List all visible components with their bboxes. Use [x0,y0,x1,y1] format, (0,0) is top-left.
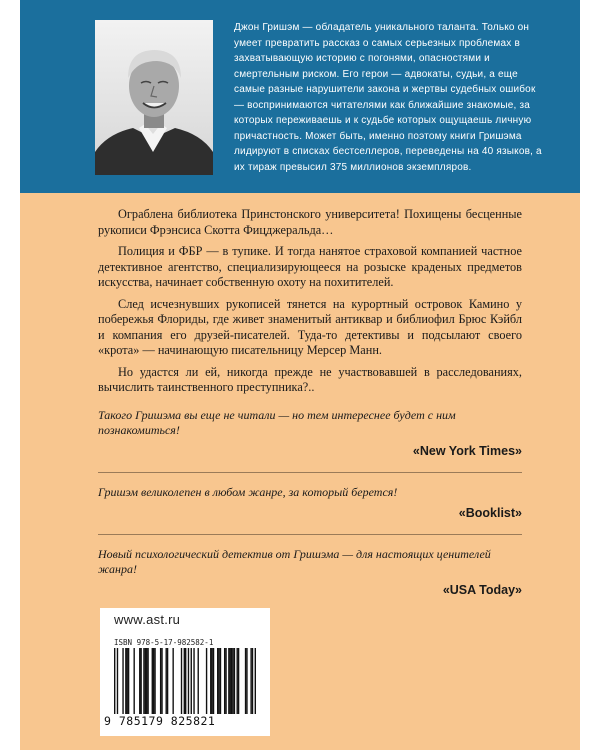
back-cover [20,0,580,750]
press-quote [98,408,522,459]
author-band [20,0,580,193]
barcode-bar [198,648,199,714]
barcode-bar [225,648,226,714]
barcode-bar [181,648,182,714]
barcode-bar [213,648,214,714]
summary-paragraph: След исчезнувших рукописей тянется на курортный островок Камино у побережья Флориды, где живет знаменитый антиквар и библиофил Брюс Кэйбл и компания его друзей-писателей. Туда-то детективы и подсылают своего «крота» — начинающую писательницу Мерсер Манн. [98,296,522,357]
barcode-bar [250,648,251,714]
quote-text: Новый психологический детектив от Гришэма — для настоящих ценителей жанра! [98,547,491,576]
barcode-bar [117,648,118,714]
barcode-bar [232,648,233,714]
barcode-bar [172,648,173,714]
publisher-site: www.ast.ru [114,612,181,627]
barcode-bar [184,648,185,714]
barcode-bar [133,648,134,714]
barcode-bar [166,648,167,714]
barcode-bar [114,648,115,714]
barcode-bar [228,648,229,714]
barcode-bar [161,648,162,714]
author-bio: Джон Гришэм — обладатель уникального таланта. Только он умеет превратить рассказ о самых серьезных проблемах в захватывающую историю с погонями, опасностями и смертельным риском. Его герои — адвокаты, судьи, а еще самые разные нарушители закона и жертвы судебных ошибок — воспринимаются читателями как ближайшие знакомые, за которых переживаешь и к судьбе которых ощущаешь личную причастность. Может быть, именно поэтому книги Гришэма лидируют в списках бестселлеров, переведены на 40 языков, а их тираж превысил 375 миллионов экземпляров. [234,22,542,173]
barcode-bar [245,648,246,714]
isbn-label: ISBN 978-5-17-982582-1 [114,638,214,647]
barcode-bar [188,648,189,714]
barcode-bar [167,648,168,714]
barcode-bar [122,648,123,714]
press-quote [98,547,522,598]
barcode-bar [140,648,141,714]
barcode-bar [210,648,211,714]
barcode-bar [211,648,212,714]
barcode-bar [147,648,148,714]
barcode-bar [206,648,207,714]
barcode-bar [246,648,247,714]
summary-paragraph: Ограблена библиотека Принстонского университета! Похищены бесценные рукописи Фрэнсиса Скотта Фицджеральда… [98,207,522,237]
press-quotes [98,408,522,604]
book-summary [98,207,522,402]
barcode-bar [220,648,221,714]
barcode-bar [153,648,154,714]
barcode-bar [234,648,235,714]
quote-source: «Booklist» [458,506,522,520]
barcode-bar [185,648,186,714]
barcode-digits: 9 785179 825821 [104,714,216,728]
barcode-bar [252,648,253,714]
barcode-bar [231,648,232,714]
barcode-bar [128,648,129,714]
quote-source: «USA Today» [442,583,522,597]
quote-text: Такого Гришэма вы еще не читали — но тем интереснее будет с ним познакомиться! [98,408,456,437]
barcode-bar [152,648,153,714]
quote-source: «New York Times» [412,444,522,458]
press-quote [98,485,522,521]
barcode-bar [145,648,146,714]
author-photo [95,20,213,175]
summary-paragraph: Полиция и ФБР — в тупике. И тогда нанятое страховой компанией частное детективное агентство, специализирующееся на розыске краденых предметов искусства, начинает собственную охоту на похитителей. [98,244,522,289]
barcode-bar [230,648,231,714]
barcode-bar [237,648,238,714]
barcode-bar [217,648,218,714]
barcode-bar [127,648,128,714]
barcode-bar [143,648,144,714]
barcode-bar [139,648,140,714]
barcode-bar [224,648,225,714]
barcode-block [100,608,270,736]
quote-separator [98,534,522,535]
barcode-bar [218,648,219,714]
barcode-bar [154,648,155,714]
barcode-bar [125,648,126,714]
quote-separator [98,472,522,473]
quote-text: Гришэм великолепен в любом жанре, за который берется! [98,485,398,499]
barcode-bar [255,648,256,714]
summary-paragraph: Но удастся ли ей, никогда прежде не участвовавшей в расследованиях, вычислить таинственного преступника?.. [98,364,522,394]
barcode-bar [160,648,161,714]
barcode-bar [146,648,147,714]
barcode-bar [193,648,194,714]
barcode-bar [238,648,239,714]
author-portrait-icon [95,20,213,175]
barcode-icon [114,648,256,714]
barcode-bar [191,648,192,714]
